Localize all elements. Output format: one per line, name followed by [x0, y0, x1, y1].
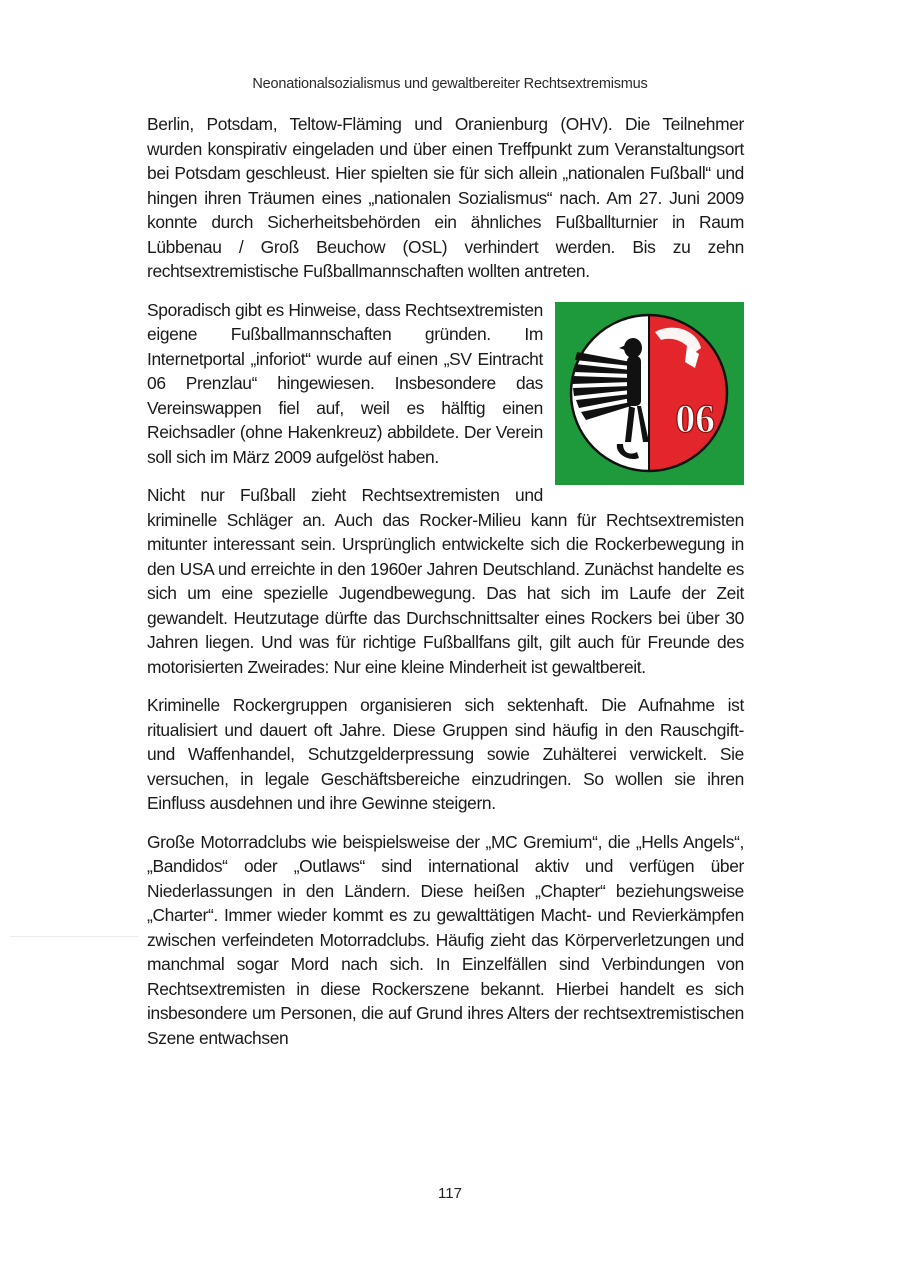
club-emblem-image: [555, 302, 744, 485]
paragraph: Kriminelle Rockergruppen organisieren sich sektenhaft. Die Aufnahme ist ritualisiert und dauert oft Jahre. Diese Gruppen sind häufig in den Rauschgift- und Waffenhandel, Schutzgelderpressung sowie Zuhälterei verwickelt. Sie versuchen, in legale Geschäftsbereiche einzudringen. So wollen sie ihren Einfluss ausdehnen und ihre Gewinne steigern.: [147, 695, 744, 813]
paragraph: Nicht nur Fußball zieht Rechtsextremisten und kriminelle Schläger an. Auch das Rocker-Milieu kann für Rechtsextremisten mitunter interessant sein. Ursprünglich entwickelte sich die Rockerbewegung in den USA und erreichte in den 1960er Jahren Deutschland. Zunächst handelte es sich um eine spezielle Jugendbewegung. Das hat sich im Laufe der Zeit gewandelt. Heutzutage dürfte das Durchschnittsalter eines Rockers bei über 30 Jahren liegen. Und was für richtige Fußballfans gilt, gilt auch für Freunde des motorisierten Zweirades: Nur eine kleine Minderheit ist gewaltbereit.: [147, 485, 744, 677]
page-number: 117: [438, 1185, 462, 1202]
scan-artifact-line: [10, 936, 138, 937]
running-header: Neonationalsozialismus und gewaltbereiter Rechtsextremismus: [252, 76, 648, 92]
emblem-number: 06: [675, 395, 715, 441]
page-body: [147, 112, 744, 1064]
paragraph: Sporadisch gibt es Hinweise, dass Rechtsextremisten eigene Fußballmannschaften gründen. Im Internetportal „inforiot“ wurde auf einen „SV Eintracht 06 Prenzlau“ hingewiesen. Insbesondere das Vereinswappen fiel auf, weil es hälftig einen Reichsadler (ohne Hakenkreuz) abbildete. Der Verein soll sich im März 2009 aufgelöst haben.: [147, 299, 543, 467]
paragraph: Große Motorradclubs wie beispielsweise der „MC Gremium“, die „Hells Angels“, „Bandidos“ oder „Outlaws“ sind international aktiv und verfügen über Niederlassungen in den Ländern. Diese heißen „Chapter“ beziehungsweise „Charter“. Immer wieder kommt es zu gewalttätigen Macht- und Revierkämpfen zwischen verfeindeten Motorradclubs. Häufig zieht das Körperverletzungen und manchmal sogar Mord nach sich. In Einzelfällen sind Verbindungen von Rechtsextremisten in diese Rockerszene bekannt. Hierbei handelt es sich insbesondere um Personen, die auf Grund ihres Alters der rechtsextremistischen Szene entwachsen: [147, 831, 744, 1048]
paragraph: Berlin, Potsdam, Teltow-Fläming und Oranienburg (OHV). Die Teilnehmer wurden konspirativ eingeladen und über einen Treffpunkt zum Veranstaltungsort bei Potsdam geschleust. Hier spielten sie für sich allein „nationalen Fußball“ und hingen ihren Träumen eines „nationalen Sozialismus“ nach. Am 27. Juni 2009 konnte durch Sicherheitsbehörden ein ähnliches Fußballturnier in Raum Lübbenau / Groß Beuchow (OSL) verhindert werden. Bis zu zehn rechtsextremistische Fußballmannschaften wollten antreten.: [147, 114, 744, 281]
